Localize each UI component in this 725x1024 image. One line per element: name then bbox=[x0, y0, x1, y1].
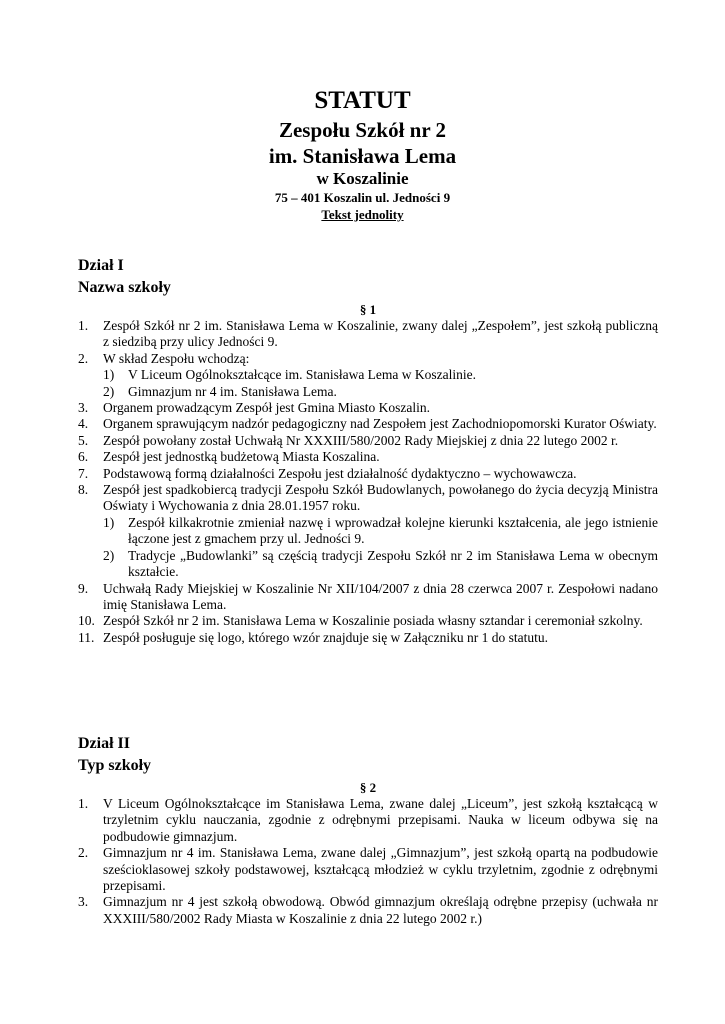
item-number: 4. bbox=[78, 416, 89, 432]
list-item bbox=[78, 845, 658, 894]
list-item bbox=[78, 433, 658, 449]
item-number: 10. bbox=[78, 613, 95, 629]
item-text: Organem prowadzącym Zespół jest Gmina Miasto Koszalin. bbox=[103, 400, 431, 416]
document-title: STATUT bbox=[314, 87, 411, 114]
list-item bbox=[78, 581, 658, 614]
school-address: 75 – 401 Koszalin ul. Jedności 9 bbox=[274, 190, 451, 205]
item-text: Gimnazjum nr 4 jest szkołą obwodową. Obwód gimnazjum określają odrębne przepisy (uchwała nr XXXIII/580/2002 Rady Miasta w Koszalinie z dnia 22 lutego 2002 r.) bbox=[103, 894, 658, 926]
sub-item bbox=[103, 548, 658, 581]
sub-item-number: 2) bbox=[103, 547, 115, 563]
item-text: Zespół powołany został Uchwałą Nr XXXIII/580/2002 Rady Miejskiej z dnia 22 lutego 2002 r. bbox=[103, 432, 619, 448]
school-city: w Koszalinie bbox=[316, 169, 409, 188]
sub-item bbox=[103, 367, 658, 383]
item-list bbox=[78, 318, 658, 646]
list-item bbox=[78, 630, 658, 646]
item-text: Gimnazjum nr 4 im. Stanisława Lema, zwane dalej „Gimnazjum”, jest szkołą opartą na podbudowie sześcioklasowej szkoły podstawowej, kształcącą młodzież w cyklu trzyletnim, zgodnie z odrębnymi przepisami. bbox=[103, 845, 658, 894]
item-number: 3. bbox=[78, 894, 89, 910]
item-number: 6. bbox=[78, 449, 89, 465]
sub-item-number: 2) bbox=[103, 383, 115, 399]
item-text: W skład Zespołu wchodzą: bbox=[103, 350, 250, 366]
item-text: Zespół jest jednostką budżetową Miasta Koszalina. bbox=[103, 449, 380, 465]
item-text: Organem sprawującym nadzór pedagogiczny nad Zespołem jest Zachodniopomorski Kurator Oświaty. bbox=[103, 416, 657, 432]
list-item bbox=[78, 894, 658, 927]
section-number: Dział II bbox=[78, 735, 130, 752]
item-text: Uchwałą Rady Miejskiej w Koszalinie Nr XII/104/2007 z dnia 28 czerwca 2007 r. Zespołowi nadano imię Stanisława Lema. bbox=[103, 580, 658, 612]
item-text: Zespół Szkół nr 2 im. Stanisława Lema w Koszalinie, zwany dalej „Zespołem”, jest szkołą publiczną z siedzibą przy ulicy Jedności 9. bbox=[103, 318, 658, 350]
item-number: 2. bbox=[78, 845, 89, 861]
section-title: Typ szkoły bbox=[78, 757, 152, 774]
item-number: 11. bbox=[78, 629, 95, 645]
sub-item bbox=[103, 384, 658, 400]
item-number: 5. bbox=[78, 432, 89, 448]
item-number: 8. bbox=[78, 482, 89, 498]
list-item bbox=[78, 482, 658, 580]
list-item bbox=[78, 351, 658, 400]
school-name: Zespołu Szkół nr 2 bbox=[278, 118, 447, 142]
item-number: 1. bbox=[78, 796, 89, 811]
section-title: Nazwa szkoły bbox=[78, 279, 171, 296]
document-note: Tekst jednolity bbox=[321, 207, 404, 222]
section-dzial-2 bbox=[78, 733, 658, 927]
item-text: Zespół Szkół nr 2 im. Stanisława Lema w Koszalinie posiada własny sztandar i ceremoniał szkolny. bbox=[103, 613, 643, 629]
sub-item bbox=[103, 515, 658, 548]
section-dzial-1 bbox=[78, 255, 658, 646]
school-patron: im. Stanisława Lema bbox=[268, 144, 457, 168]
list-item bbox=[78, 416, 658, 432]
list-item bbox=[78, 449, 658, 465]
item-number: 1. bbox=[78, 318, 89, 333]
item-number: 3. bbox=[78, 400, 89, 416]
item-text: Zespół jest spadkobiercą tradycji Zespołu Szkół Budowlanych, powołanego do życia decyzją Ministra Oświaty i Wychowania z dnia 28.01.1957 roku. bbox=[103, 482, 658, 514]
list-item bbox=[78, 613, 658, 629]
list-item bbox=[78, 796, 658, 845]
item-number: 2. bbox=[78, 350, 89, 366]
list-item bbox=[78, 400, 658, 416]
paragraph-symbol: § 2 bbox=[359, 780, 377, 795]
sub-item-text: Tradycje „Budowlanki” są częścią tradycji Zespołu Szkół nr 2 im Stanisława Lema w obecnym kształcie. bbox=[128, 547, 658, 580]
sub-item-text: Zespół kilkakrotnie zmieniał nazwę i wprowadzał kolejne kierunki kształcenia, ale jego istnienie łączone jest z gmachem przy ul. Jedności 9. bbox=[128, 514, 658, 547]
item-text: V Liceum Ogólnokształcące im Stanisława Lema, zwane dalej „Liceum”, jest szkołą kształcącą w trzyletnim cyklu nauczania, zgodnie z odrębnymi przepisami. Nauka w liceum odbywa się na podbudowie gimnazjum. bbox=[103, 796, 658, 844]
list-item bbox=[78, 318, 658, 351]
item-number: 7. bbox=[78, 465, 89, 481]
sub-item-text: Gimnazjum nr 4 im. Stanisława Lema. bbox=[128, 383, 337, 399]
sub-item-number: 1) bbox=[103, 514, 115, 530]
paragraph-symbol: § 1 bbox=[359, 302, 377, 317]
sub-list bbox=[103, 367, 658, 400]
sub-list bbox=[103, 515, 658, 581]
item-number: 9. bbox=[78, 580, 89, 596]
sub-item-number: 1) bbox=[103, 367, 115, 383]
item-text: Zespół posługuje się logo, którego wzór znajduje się w Załączniku nr 1 do statutu. bbox=[103, 629, 549, 645]
sub-item-text: V Liceum Ogólnokształcące im. Stanisława Lema w Koszalinie. bbox=[128, 367, 477, 383]
item-list bbox=[78, 796, 658, 927]
item-text: Podstawową formą działalności Zespołu jest działalność dydaktyczno – wychowawcza. bbox=[103, 465, 577, 481]
list-item bbox=[78, 466, 658, 482]
section-number: Dział I bbox=[78, 257, 124, 274]
